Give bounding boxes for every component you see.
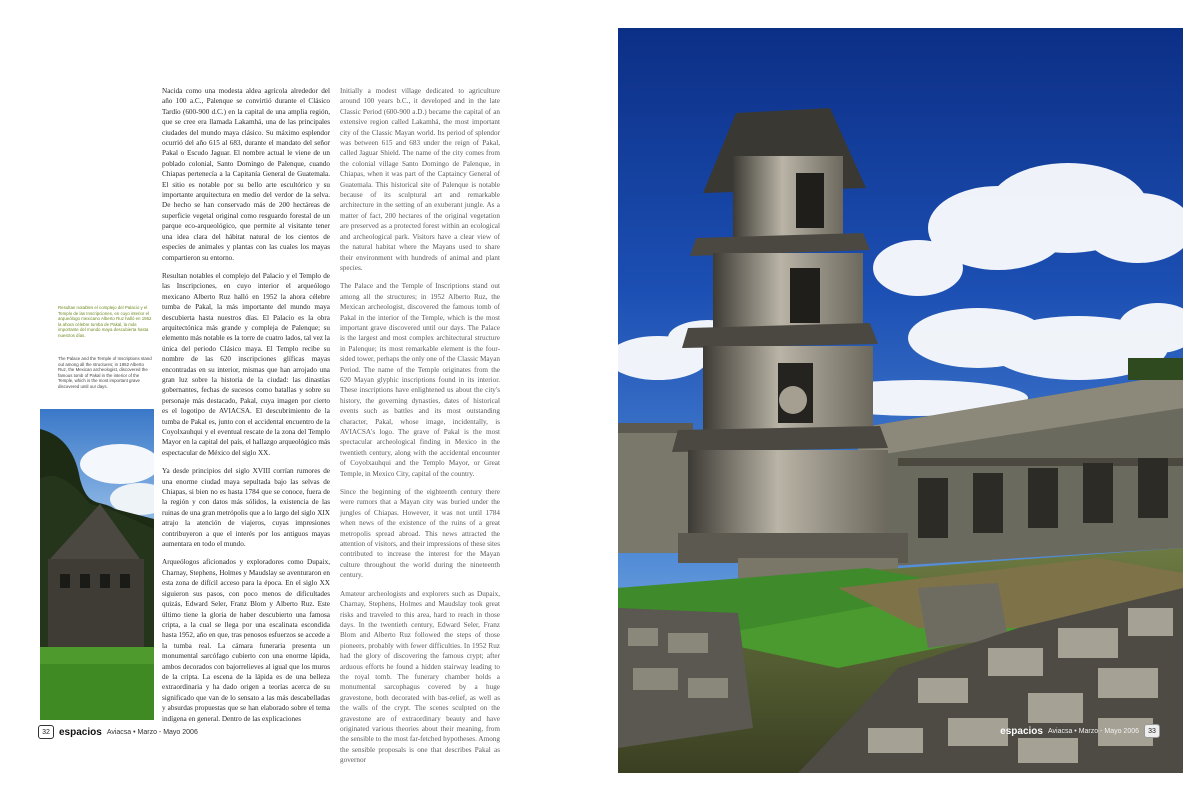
left-page-footer — [38, 724, 198, 740]
english-paragraph: The Palace and the Temple of Inscriptions stand out among all the structures; in 1952 Alberto Ruz, the Mexican archeologist, discovered the famous tomb of Pakal in the interior of the Temple, which is the most important grave discovered until our days. The Palace is the largest and most complex architectural structure in Palenque; its most remarkable element is the four-sided tower, perhaps the only one of the Classic Mayan Period. The name of the Temple originates from the 620 Mayan glyphic inscriptions found in its interior. These inscriptions have enlightened us about the city's history, the governing dynasties, dates of historical events such as battles and its most outstanding character, Pakal, whose image, incidentally, is AVIACSA's logo. The grave of Pakal is the most spectacular archeological finding in Mexico in the twentieth century, along with the accidental encounter of Coyolxauhqui and the Templo Mayor, or Great Temple, in Mexico City, capital of the country. — [340, 282, 500, 478]
english-paragraph: Since the beginning of the eighteenth century there were rumors that a Mayan city was buried under the jungles of Chiapas. However, it was not until 1784 when news of the existence of the ruins of a great metropolis spread abroad. This news attracted the attention of visitors, and their impressions of these sites contributed to increase the interest for the Mayan culture throughout the world during the nineteenth century. — [340, 488, 500, 580]
photo-caption-english: The Palace and the Temple of Inscriptions stand out among all the structures; in 1952 Alberto Ruz, the Mexican archeologist, discovered the famous tomb of Pakal in the interior of the Temple, which is the most important grave discovered until our days. — [58, 356, 152, 389]
english-text-column — [340, 86, 500, 774]
palace-tower-image — [618, 28, 1183, 773]
spanish-paragraph: Arqueólogos aficionados y exploradores como Dupaix, Charnay, Stephens, Holmes y Maudslay se aventuraron en esta zona de difícil acceso para la época. En el siglo XX siguieron sus pasos, con poco menos de dificultades quizás, Edward Seler, Franz Blom y Alberto Ruz. Este último tiene la gloria de haber descubierto una famosa cripta, a la cual se llega por una escalinata escondida hasta 1952, año en que, tras penosos esfuerzos se accede a la tumba real. La cámara funeraria presenta un monumental sarcófago cubierto con una enorme lápida, ambos decorados con bajorrelieves al igual que los muros de la cripta. La escena de la lápida es de una belleza extraordinaria y ha dado origen a teorías acerca de su significado que van de lo sensato a las más descabelladas y absurdas propuestas que se han elaborado sobre el tema indígena en general. Dentro de las explicaciones — [162, 558, 330, 723]
magazine-name: espacios — [1000, 725, 1043, 737]
english-paragraph: Amateur archeologists and explorers such as Dupaix, Charnay, Stephens, Holmes and Maudslay took great risks and traveled to this area, hard to reach in those days. In the twentieth century, Edward Seler, Franz Blom and Alberto Ruz followed the steps of those pioneers, probably with fewer difficulties. In 1952 Ruz had the glory of discovering the famous crypt; after arduous efforts he found a hidden stairway leading to the royal tomb. The funerary chamber holds a monumental sarcophagus covered by a huge gravestone, both decorated with bas-relief, as well as the walls of the crypt. The scenes sculpted on the gravestone are of extraordinary beauty and have originated various theories about their meaning, from the sensible to the most far-fetched hypotheses. Among the sensible proposals is one that describes Pakal as governor — [340, 589, 500, 765]
spanish-paragraph: Nacida como una modesta aldea agrícola alrededor del año 100 a.C., Palenque se convirtió durante el Clásico Tardío (600-900 d.C.) en la capital de una amplia región, que se cree era llamada Lakamhá, una de las principales ciudades del mundo maya clásico. Su máximo esplendor ocurrió del año 615 al 683, durante el mandato del señor Pakal o Escudo Jaguar. El nombre actual le viene de un poblado colonial, Santo Domingo de Palenque, cuando Chiapas pertenecía a la Capitanía General de Guatemala. El sitio es notable por su bello arte escultórico y su importante arquitectura en medio del verdor de la selva. De hecho se han conservado más de 200 hectáreas de superficie vegetal original como resguardo forestal de un parque eco-arqueológico, que permite al visitante tener una idea clara del hábitat natural de los cientos de especies de animales y plantas con las cuales los mayas compartieron su entorno. — [162, 87, 330, 262]
photo-caption-spanish: Resultan notables el complejo del Palacio y el Templo de las Inscripciones, en cuyo interior el arqueólogo mexicano Alberto Ruz halló en 1952 la ahora célebre tumba de Pakal, la más importante del mundo maya descubierta hasta nuestros días. — [58, 305, 152, 338]
issue-label: Aviacsa • Marzo - Mayo 2006 — [1047, 727, 1139, 735]
magazine-name: espacios — [59, 726, 102, 738]
right-page-footer — [1000, 724, 1160, 738]
spanish-text-column — [162, 86, 330, 732]
page-number: 33 — [1144, 724, 1160, 738]
spanish-paragraph: Resultan notables el complejo del Palacio y el Templo de las Inscripciones, en cuyo interior el arqueólogo mexicano Alberto Ruz halló en 1952 la ahora célebre tumba de Pakal, la más importante del mundo maya descubierta hasta nuestros días. El Palacio es la obra arquitectónica más grande y compleja de Palenque; su elemento más notable es la torre de cuatro lados, tal vez la única del periodo Clásico maya. El Templo recibe su nombre de las 620 inscripciones glíficas mayas encontradas en su interior, mismas que han arrojado una gran luz sobre la historia de la ciudad: las dinastías gobernantes, fechas de sucesos como batallas y sobre su personaje más destacado, Pakal, cuya imagen por cierto es el logotipo de AVIACSA. El descubrimiento de la tumba de Pakal es, junto con el accidental encuentro de la Coyolxauhqui y el eventual rescate de la zona del Templo Mayor en la capital del país, el hallazgo arqueológico más espectacular de México del siglo XX. — [162, 271, 330, 457]
temple-thumbnail-image — [40, 409, 154, 720]
english-paragraph: Initially a modest village dedicated to agriculture around 100 years b.C., it developed and in the late Classic Period (600-900 a.D.) became the capital of an extensive region called Lakamhá, the most important city of the Classic Mayan world. Its period of splendor was between 615 and 683 under the reign of Pakal, called Jaguar Shield. The name of the city comes from the colonial village Santo Domingo de Palenque, in Chiapas, when it was part of the Captaincy General of Guatemala. This historical site of Palenque is notable because of its sculptural art and remarkable architecture in the setting of an exuberant jungle. As a matter of fact, 200 hectares of the original vegetation are preserved as a protected forest within an ecological and archeological park. Visitors have a clear view of the natural habitat where the Mayans used to share their environment with hundreds of animal and plant species. — [340, 87, 500, 272]
temple-thumbnail-photo — [40, 409, 154, 720]
issue-label: Aviacsa • Marzo - Mayo 2006 — [106, 728, 198, 736]
palenque-tower-photo — [618, 28, 1183, 773]
page-number: 32 — [38, 725, 54, 739]
spanish-paragraph: Ya desde principios del siglo XVIII corrían rumores de una enorme ciudad maya sepultada bajo las selvas de Chiapas, si bien no es hasta 1784 que se conoce, fuera de la región y con datos más sólidos, la existencia de las ruinas de una gran metrópolis que a lo largo del siglo XIX atrajo la atención de viajeros, cuyas impresiones contribuyeron a que el interés por los antiguos mayas aumentara en todo el mundo. — [162, 467, 330, 549]
